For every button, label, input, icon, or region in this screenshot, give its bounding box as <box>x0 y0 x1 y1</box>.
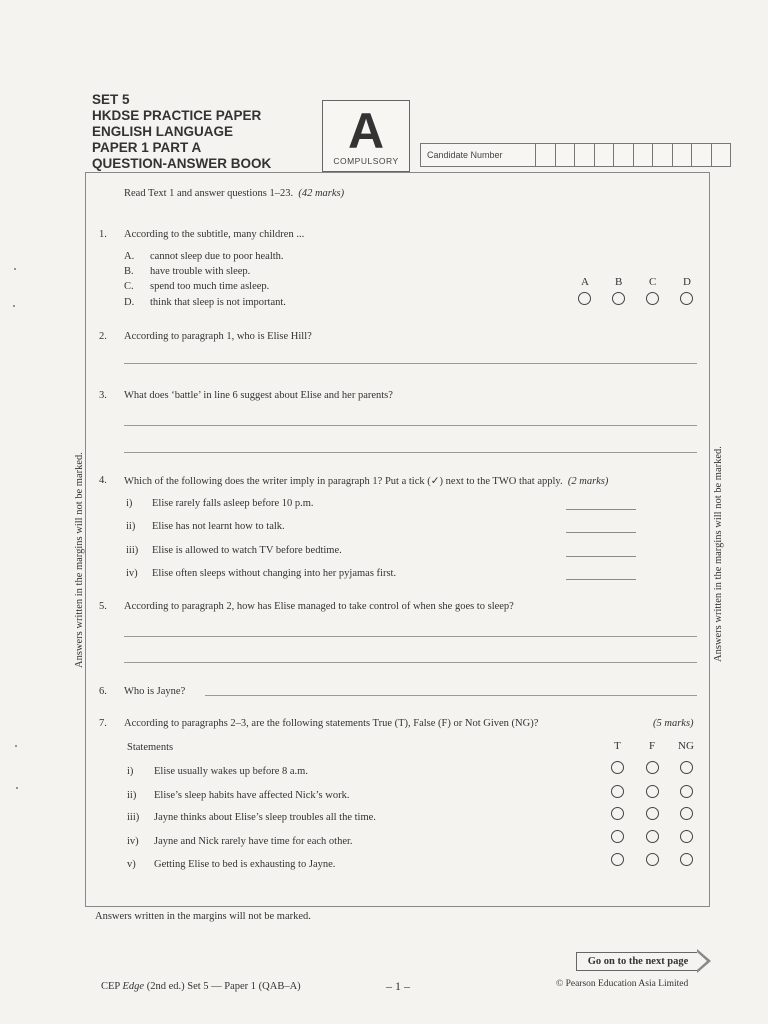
candidate-digit-cell[interactable] <box>536 144 556 166</box>
q1-option-text: spend too much time asleep. <box>150 281 270 292</box>
ref-suffix: (2nd ed.) Set 5 — Paper 1 (QAB–A) <box>144 981 301 992</box>
q7-item-text: Jayne thinks about Elise’s sleep troubles all the time. <box>154 812 376 823</box>
q2-answer-line[interactable] <box>124 363 697 364</box>
scan-speck <box>14 268 16 270</box>
q7-item-number: iv) <box>127 836 139 847</box>
q4-tick-line[interactable] <box>566 509 636 510</box>
q6-number: 6. <box>99 686 107 697</box>
q7-item-text: Jayne and Nick rarely have time for each other. <box>154 836 353 847</box>
margin-warning-bottom: Answers written in the margins will not be marked. <box>95 911 311 922</box>
q7-item-text: Elise usually wakes up before 8 a.m. <box>154 766 308 777</box>
q4-tick-line[interactable] <box>566 579 636 580</box>
q7-item-number: ii) <box>127 790 137 801</box>
q7-bubble-t[interactable] <box>611 853 624 866</box>
q7-item-text: Elise’s sleep habits have affected Nick’s work. <box>154 790 350 801</box>
scan-speck <box>15 745 17 747</box>
q7-bubble-f[interactable] <box>646 830 659 843</box>
q4-item-text: Elise is allowed to watch TV before bedtime. <box>152 545 342 556</box>
section-label: COMPULSORY <box>333 156 399 166</box>
candidate-digit-cell[interactable] <box>692 144 712 166</box>
q7-item-text: Getting Elise to bed is exhausting to Jayne. <box>154 859 336 870</box>
candidate-digit-cell[interactable] <box>595 144 615 166</box>
q1-number: 1. <box>99 229 107 240</box>
q1-choice-label-b: B <box>615 276 623 288</box>
intro-instruction <box>124 188 344 199</box>
q7-text: According to paragraphs 2–3, are the following statements True (T), False (F) or Not Given (NG)? <box>124 718 539 729</box>
margin-warning-right: Answers written in the margins will not be marked. <box>713 446 724 662</box>
q4-item-number: iii) <box>126 545 139 556</box>
q2-text: According to paragraph 1, who is Elise Hill? <box>124 331 312 342</box>
paper-reference <box>101 981 301 992</box>
q7-bubble-t[interactable] <box>611 807 624 820</box>
q7-bubble-f[interactable] <box>646 761 659 774</box>
ref-prefix: CEP <box>101 981 123 992</box>
q2-number: 2. <box>99 331 107 342</box>
section-letter: A <box>347 103 385 159</box>
q7-number: 7. <box>99 718 107 729</box>
q7-bubble-ng[interactable] <box>680 761 693 774</box>
candidate-digit-cell[interactable] <box>712 144 731 166</box>
q7-bubble-f[interactable] <box>646 853 659 866</box>
header-line-book: QUESTION-ANSWER BOOK <box>92 156 272 171</box>
q3-number: 3. <box>99 390 107 401</box>
candidate-number-label: Candidate Number <box>421 144 536 166</box>
q6-answer-line[interactable] <box>205 695 697 696</box>
q7-bubble-ng[interactable] <box>680 785 693 798</box>
q1-option-letter: B. <box>124 266 134 277</box>
q5-text: According to paragraph 2, how has Elise managed to take control of when she goes to sleep? <box>124 601 514 612</box>
header-line-part: PAPER 1 PART A <box>92 140 202 155</box>
q7-bubble-f[interactable] <box>646 785 659 798</box>
q1-choice-label-a: A <box>581 276 589 288</box>
q5-answer-line[interactable] <box>124 636 697 637</box>
candidate-digit-cell[interactable] <box>653 144 673 166</box>
q4-text: Which of the following does the writer imply in paragraph 1? Put a tick (✓) next to the TWO that apply. <box>124 476 563 487</box>
intro-marks: (42 marks) <box>298 188 345 199</box>
q7-bubble-ng[interactable] <box>680 807 693 820</box>
q7-bubble-t[interactable] <box>611 761 624 774</box>
q7-marks: (5 marks) <box>653 718 694 729</box>
q7-bubble-f[interactable] <box>646 807 659 820</box>
q1-choice-label-d: D <box>683 276 691 288</box>
copyright-notice: © Pearson Education Asia Limited <box>556 979 689 989</box>
q7-choice-label-ng: NG <box>678 740 694 752</box>
section-badge <box>322 100 410 172</box>
q7-choice-label-f: F <box>649 740 656 752</box>
scan-speck <box>13 305 15 307</box>
q5-answer-line[interactable] <box>124 662 697 663</box>
q1-option-letter: D. <box>124 297 135 308</box>
q1-answer-bubble-c[interactable] <box>646 292 659 305</box>
q3-answer-line[interactable] <box>124 425 697 426</box>
q7-bubble-t[interactable] <box>611 785 624 798</box>
q7-statements-heading: Statements <box>127 742 174 753</box>
q4-item-text: Elise often sleeps without changing into her pyjamas first. <box>152 568 397 579</box>
q1-option-text: think that sleep is not important. <box>150 297 286 308</box>
q1-answer-bubble-a[interactable] <box>578 292 591 305</box>
candidate-digit-cell[interactable] <box>634 144 654 166</box>
q7-item-number: i) <box>127 766 134 777</box>
q4-item-text: Elise rarely falls asleep before 10 p.m. <box>152 498 314 509</box>
q4-tick-line[interactable] <box>566 532 636 533</box>
scan-speck <box>16 787 18 789</box>
q1-choice-label-c: C <box>649 276 657 288</box>
candidate-number-box <box>420 143 731 167</box>
q7-choice-label-t: T <box>614 740 621 752</box>
candidate-digit-cell[interactable] <box>614 144 634 166</box>
q1-option-letter: C. <box>124 281 134 292</box>
q1-option-text: cannot sleep due to poor health. <box>150 251 284 262</box>
q1-text: According to the subtitle, many children ... <box>124 229 305 240</box>
q4-number: 4. <box>99 475 107 486</box>
q1-option-letter: A. <box>124 251 135 262</box>
q3-text: What does ‘battle’ in line 6 suggest about Elise and her parents? <box>124 390 393 401</box>
go-next-page-label: Go on to the next page <box>576 952 700 971</box>
q5-number: 5. <box>99 601 107 612</box>
arrow-right-icon-inner <box>697 952 707 970</box>
q7-item-number: iii) <box>127 812 140 823</box>
q7-item-number: v) <box>127 859 136 870</box>
intro-text: Read Text 1 and answer questions 1–23. <box>124 188 294 199</box>
q6-text: Who is Jayne? <box>124 686 186 697</box>
page-number: – 1 – <box>386 979 410 993</box>
q1-answer-bubble-d[interactable] <box>680 292 693 305</box>
header-line-paper-type: HKDSE PRACTICE PAPER <box>92 108 262 123</box>
candidate-digit-cell[interactable] <box>575 144 595 166</box>
q1-option-text: have trouble with sleep. <box>150 266 251 277</box>
margin-warning-left: Answers written in the margins will not be marked. <box>74 452 85 668</box>
paper-title-block <box>92 92 271 172</box>
q4-tick-line[interactable] <box>566 556 636 557</box>
ref-italic: Edge <box>122 981 145 992</box>
q4-item-number: ii) <box>126 521 136 532</box>
q4-item-number: i) <box>126 498 133 509</box>
candidate-digit-cell[interactable] <box>556 144 576 166</box>
q4-marks: (2 marks) <box>567 476 609 487</box>
q7-bubble-ng[interactable] <box>680 830 693 843</box>
q3-answer-line[interactable] <box>124 452 697 453</box>
q1-answer-bubble-b[interactable] <box>612 292 625 305</box>
q4-item-text: Elise has not learnt how to talk. <box>152 521 285 532</box>
q7-bubble-ng[interactable] <box>680 853 693 866</box>
q4-item-number: iv) <box>126 568 138 579</box>
header-line-set: SET 5 <box>92 92 130 107</box>
header-line-subject: ENGLISH LANGUAGE <box>92 124 234 139</box>
q7-bubble-t[interactable] <box>611 830 624 843</box>
q4-question <box>124 475 608 487</box>
candidate-digit-cell[interactable] <box>673 144 693 166</box>
